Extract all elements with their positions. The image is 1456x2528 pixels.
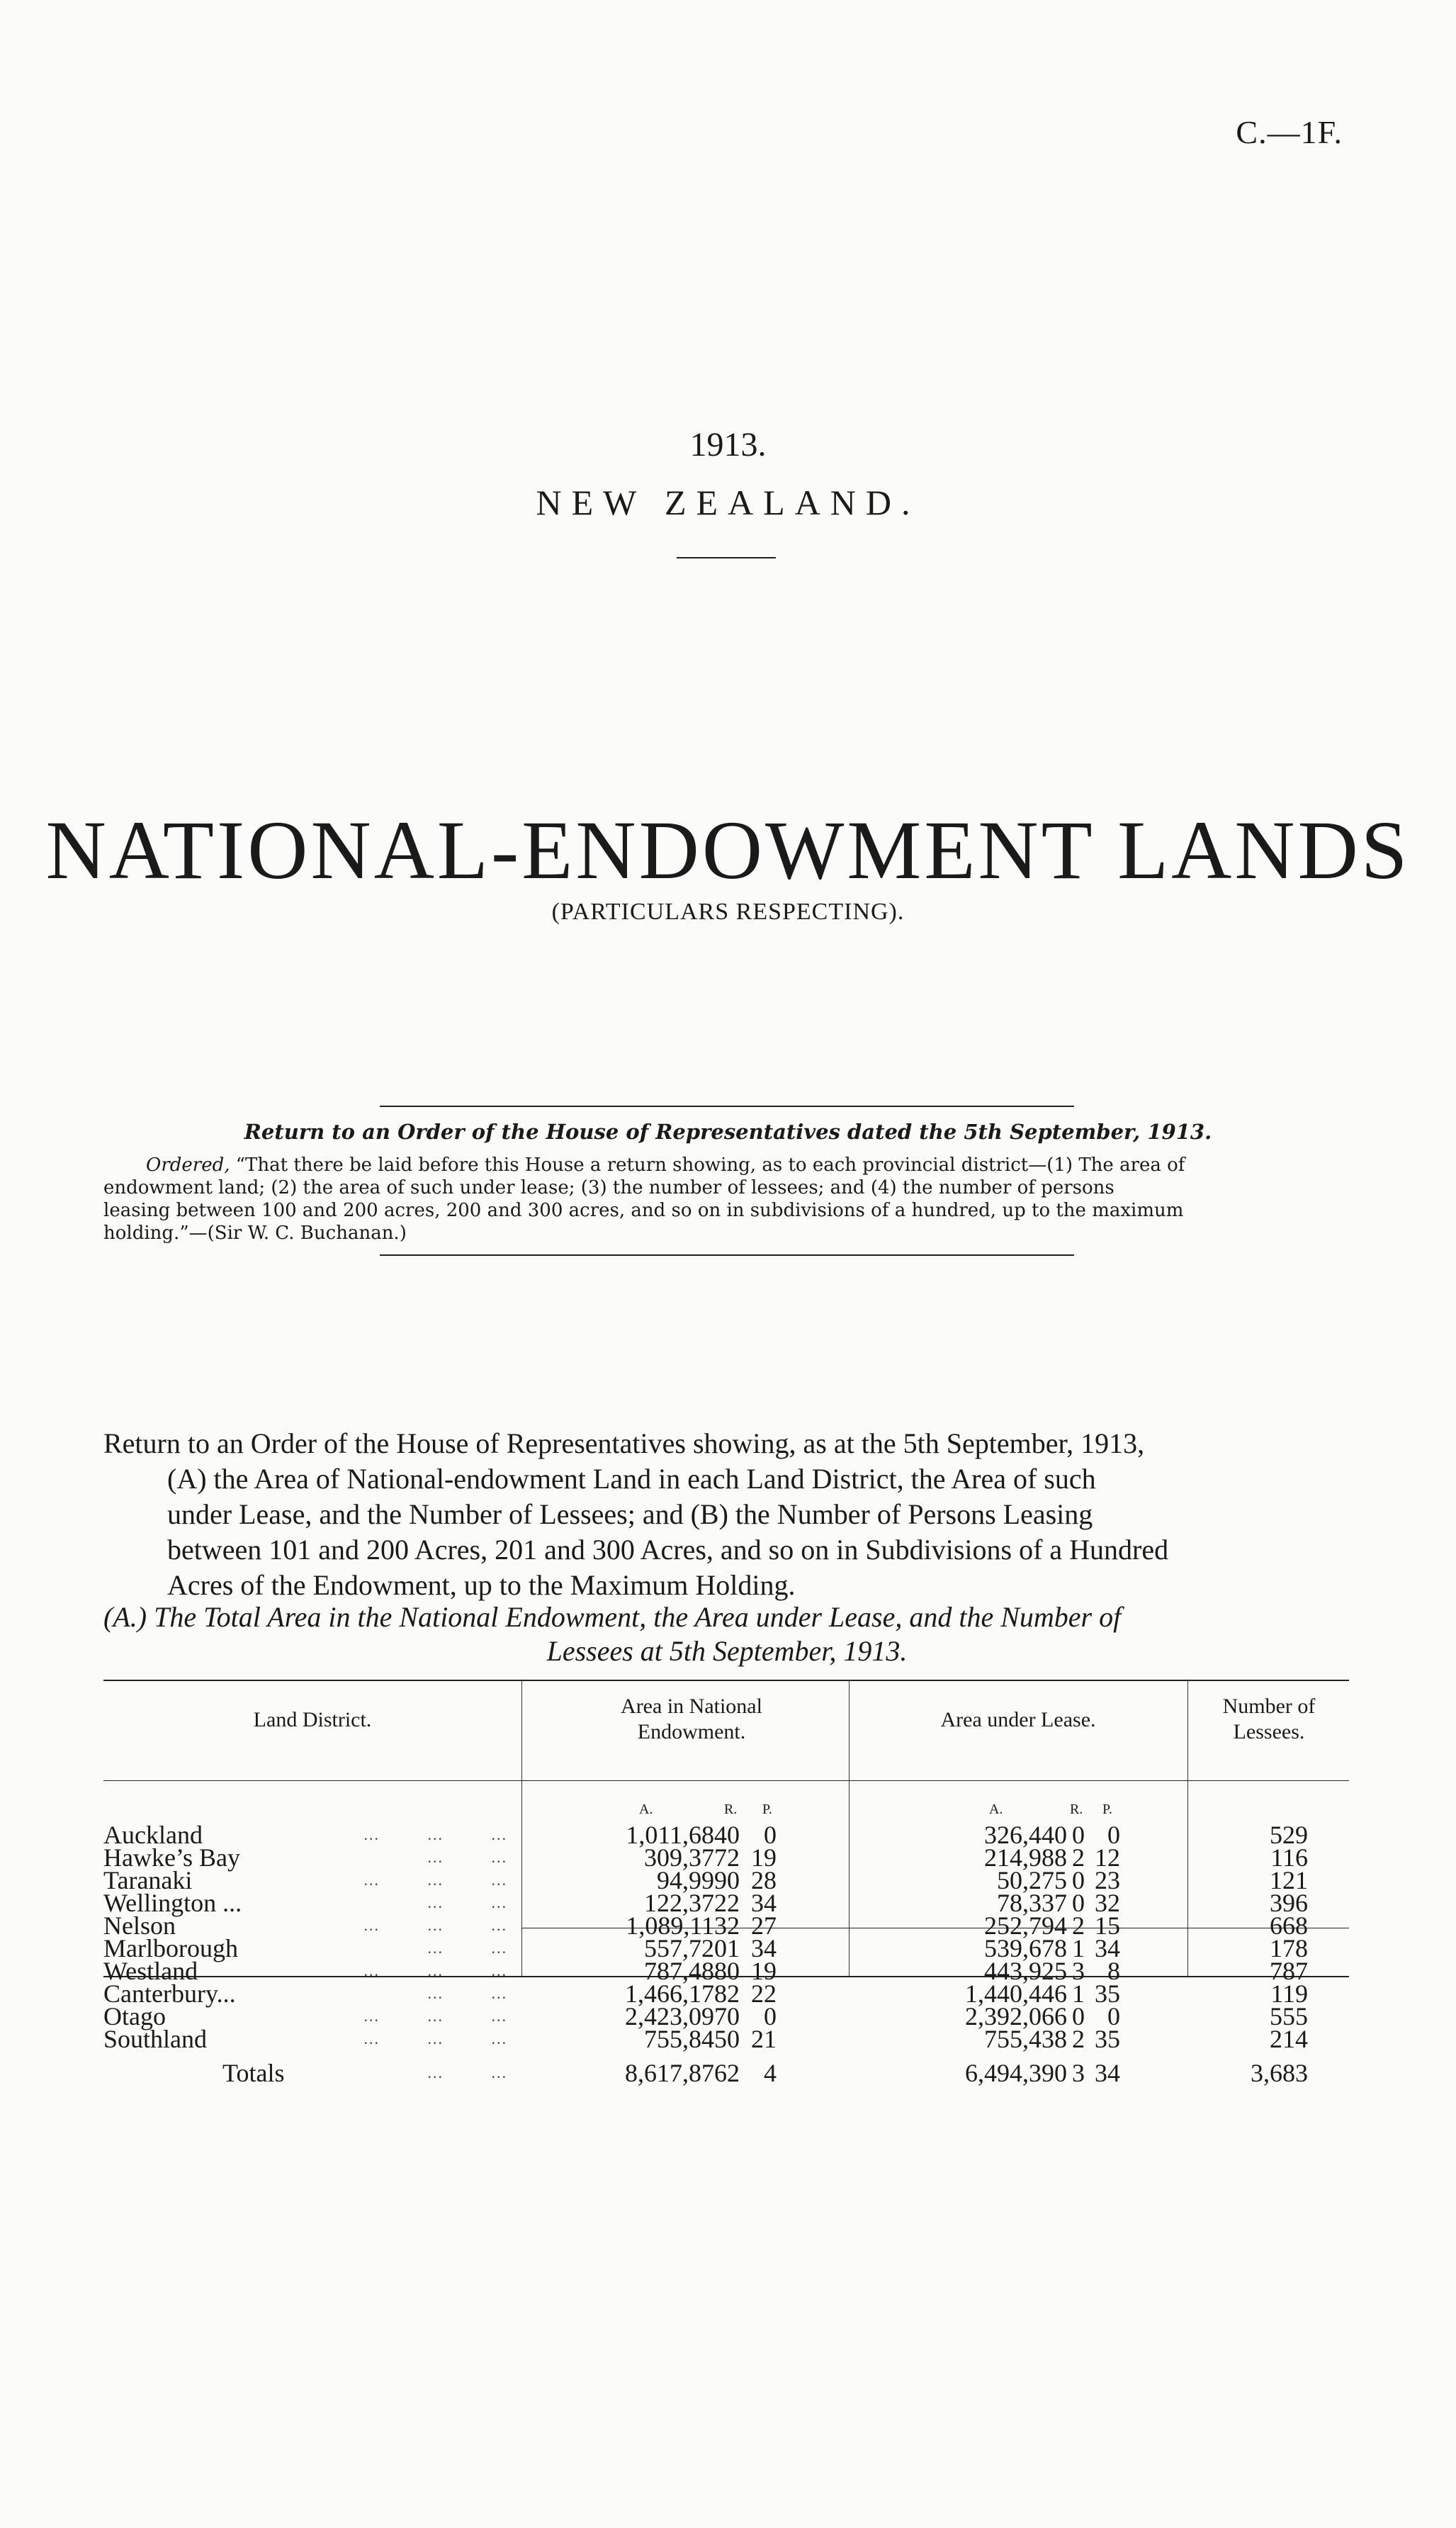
cell-end-a: 1,089,113 (626, 1911, 727, 1940)
title-divider (677, 557, 776, 558)
order-text (103, 1154, 1350, 1245)
cell-lessees: 396 (1270, 1889, 1308, 1917)
cell-lessees: 121 (1270, 1866, 1308, 1894)
cell-lease-p: 0 (1107, 2002, 1120, 2030)
cell-end-p: 0 (764, 1821, 777, 1849)
cell-dots: ... ... (427, 1894, 507, 1911)
totals-row (103, 2059, 1349, 2087)
cell-lease-a: 2,392,066 (965, 2002, 1067, 2030)
cell-lease-r: 2 (1072, 2025, 1085, 2053)
cell-end-p: 0 (764, 2002, 777, 2030)
cell-dots: ... ... ... (363, 1962, 507, 1979)
cell-end-r: 0 (727, 1866, 740, 1894)
cell-lease-a: 443,925 (984, 1957, 1067, 1985)
unit-perches-endowment: P. (762, 1802, 772, 1817)
cell-lease-p: 32 (1095, 1889, 1120, 1917)
cell-lease-r: 0 (1072, 1821, 1085, 1849)
cell-lease-a: 78,337 (997, 1889, 1067, 1917)
cell-district: Canterbury... (103, 1979, 236, 2008)
cell-lease-p: 15 (1095, 1911, 1120, 1940)
cell-lessees: 178 (1270, 1934, 1308, 1962)
cell-lessees: 529 (1270, 1821, 1308, 1849)
cell-end-r: 2 (727, 1843, 740, 1872)
section-a-line-1: (A.) The Total Area in the National Endowment, the Area under Lease, and the Number of (103, 1601, 1122, 1633)
cell-end-a: 94,999 (657, 1866, 727, 1894)
cell-lease-a: 755,438 (984, 2025, 1067, 2053)
order-line-2: endowment land; (2) the area of such under lease; (3) the number of lessees; and (4) the number of persons (103, 1177, 1114, 1198)
cell-district: Southland (103, 2025, 208, 2053)
cell-lessees: 119 (1270, 1979, 1308, 2008)
cell-lease-r: 0 (1072, 2002, 1085, 2030)
cell-district: Taranaki (103, 1866, 193, 1894)
cell-end-p: 34 (751, 1889, 777, 1917)
cell-end-a: 2,423,097 (625, 2002, 727, 2030)
cell-lease-p: 8 (1107, 1957, 1120, 1985)
return-line-1: Return to an Order of the House of Representatives showing, as at the 5th September, 1913, (103, 1427, 1145, 1459)
cell-lease-r: 1 (1072, 1934, 1085, 1962)
cell-end-a: 787,488 (644, 1957, 727, 1985)
header-area-lease: Area under Lease. (940, 1708, 1096, 1731)
order-bottom-rule (380, 1254, 1074, 1256)
cell-lease-a: 214,988 (984, 1843, 1067, 1872)
cell-end-a: 309,377 (644, 1843, 727, 1872)
cell-district: Westland (103, 1957, 198, 1985)
cell-end-p: 27 (751, 1911, 777, 1940)
cell-lease-r: 3 (1072, 2059, 1085, 2087)
ordered-label: Ordered, (146, 1155, 230, 1176)
cell-dots: ... ... (427, 1939, 507, 1957)
order-heading: Return to an Order of the House of Representatives dated the 5th September, 1913. (244, 1120, 1212, 1144)
cell-dots: ... ... (427, 1848, 507, 1866)
document-code: C.—1F. (1236, 114, 1343, 150)
cell-district: Auckland (103, 1821, 203, 1849)
cell-dots: ... ... ... (363, 1826, 507, 1843)
cell-end-p: 22 (751, 1979, 777, 2008)
main-title: NATIONAL-ENDOWMENT LANDS (45, 804, 1411, 897)
subtitle: (PARTICULARS RESPECTING). (551, 899, 905, 925)
section-a-line-2: Lessees at 5th September, 1913. (546, 1635, 908, 1667)
cell-lease-a: 252,794 (984, 1911, 1067, 1940)
cell-end-r: 2 (727, 1889, 740, 1917)
cell-lease-p: 34 (1095, 2059, 1120, 2087)
cell-end-r: 0 (727, 2002, 740, 2030)
unit-acres-endowment: A. (639, 1802, 653, 1817)
return-paragraph (103, 1426, 1350, 1603)
cell-lease-a: 6,494,390 (965, 2059, 1067, 2087)
cell-end-a: 1,466,178 (625, 1979, 727, 2008)
cell-dots: ... ... ... (363, 1871, 507, 1889)
cell-lease-p: 12 (1095, 1843, 1120, 1872)
cell-end-r: 0 (727, 2025, 740, 2053)
return-line-2: (A) the Area of National-endowment Land in each Land District, the Area of such (167, 1463, 1096, 1495)
cell-lease-r: 0 (1072, 1866, 1085, 1894)
header-area-endowment: Area in National Endowment. (621, 1695, 762, 1743)
cell-dots: ... ... ... (363, 1916, 507, 1934)
cell-dots: ... ... ... (363, 2007, 507, 2025)
cell-lessees: 787 (1270, 1957, 1308, 1985)
cell-lease-r: 2 (1072, 1911, 1085, 1940)
cell-lease-p: 0 (1107, 1821, 1120, 1849)
cell-lease-r: 1 (1072, 1979, 1085, 2008)
cell-end-a: 557,720 (644, 1934, 727, 1962)
cell-lease-r: 2 (1072, 1843, 1085, 1872)
cell-lessees: 668 (1270, 1911, 1308, 1940)
cell-lease-a: 539,678 (984, 1934, 1067, 1962)
cell-lease-p: 23 (1095, 1866, 1120, 1894)
cell-end-r: 0 (727, 1957, 740, 1985)
cell-end-p: 28 (751, 1866, 777, 1894)
order-top-rule (380, 1106, 1074, 1107)
cell-lease-a: 326,440 (984, 1821, 1067, 1849)
table-row (103, 2025, 1349, 2053)
cell-lease-a: 1,440,446 (965, 1979, 1067, 2008)
cell-district: Marlborough (103, 1934, 238, 1962)
cell-lease-r: 0 (1072, 1889, 1085, 1917)
cell-district: Hawke’s Bay (103, 1843, 240, 1872)
order-line-4: holding.”—(Sir W. C. Buchanan.) (103, 1223, 407, 1244)
table-top-rule (103, 1680, 1349, 1681)
cell-district: Otago (103, 2002, 166, 2030)
cell-district: Nelson (103, 1911, 176, 1940)
header-number-lessees: Number of Lessees. (1222, 1695, 1316, 1743)
unit-roods-lease: R. (1070, 1802, 1083, 1817)
cell-end-p: 4 (764, 2059, 777, 2087)
cell-lessees: 3,683 (1251, 2059, 1308, 2087)
cell-end-p: 19 (751, 1843, 777, 1872)
cell-end-a: 8,617,876 (625, 2059, 727, 2087)
cell-end-p: 19 (751, 1957, 777, 1985)
cell-lease-p: 35 (1095, 1979, 1120, 2008)
section-a-heading (103, 1600, 1350, 1668)
cell-end-p: 21 (751, 2025, 777, 2053)
cell-lessees: 116 (1270, 1843, 1308, 1872)
cell-lessees: 555 (1270, 2002, 1308, 2030)
cell-lease-a: 50,275 (997, 1866, 1067, 1894)
header-land-district: Land District. (253, 1708, 372, 1731)
cell-lessees: 214 (1270, 2025, 1308, 2053)
return-line-4: between 101 and 200 Acres, 201 and 300 Acres, and so on in Subdivisions of a Hundred (167, 1534, 1169, 1566)
cell-end-a: 1,011,684 (626, 1821, 727, 1849)
year: 1913. (689, 426, 767, 464)
order-line-3: leasing between 100 and 200 acres, 200 and 300 acres, and so on in subdivisions of a hundred, up to the maximum (103, 1200, 1184, 1221)
table-header-rule (103, 1780, 1349, 1781)
unit-acres-lease: A. (989, 1802, 1003, 1817)
cell-end-a: 122,372 (644, 1889, 727, 1917)
cell-end-p: 34 (751, 1934, 777, 1962)
cell-lease-p: 35 (1095, 2025, 1120, 2053)
cell-end-r: 0 (727, 1821, 740, 1849)
cell-dots: ... ... ... (363, 2030, 507, 2047)
country-title: NEW ZEALAND. (536, 483, 920, 522)
cell-end-r: 2 (727, 2059, 740, 2087)
return-line-3: under Lease, and the Number of Lessees; and (B) the Number of Persons Leasing (167, 1498, 1093, 1530)
cell-district: Totals (222, 2059, 285, 2087)
return-line-5: Acres of the Endowment, up to the Maximum Holding. (167, 1569, 796, 1601)
endowment-table (103, 1680, 1349, 2087)
cell-dots: ... ... (427, 1984, 507, 2002)
unit-perches-lease: P. (1102, 1802, 1112, 1817)
cell-end-r: 2 (727, 1911, 740, 1940)
cell-end-r: 2 (727, 1979, 740, 2008)
cell-lease-r: 3 (1072, 1957, 1085, 1985)
cell-lease-p: 34 (1095, 1934, 1120, 1962)
cell-dots: ... ... (427, 2064, 507, 2082)
order-line-1: “That there be laid before this House a return showing, as to each provincial district—(1) The area of (235, 1155, 1185, 1176)
cell-district: Wellington ... (103, 1889, 242, 1917)
cell-end-r: 1 (727, 1934, 740, 1962)
cell-end-a: 755,845 (644, 2025, 727, 2053)
unit-roods-endowment: R. (724, 1802, 738, 1817)
